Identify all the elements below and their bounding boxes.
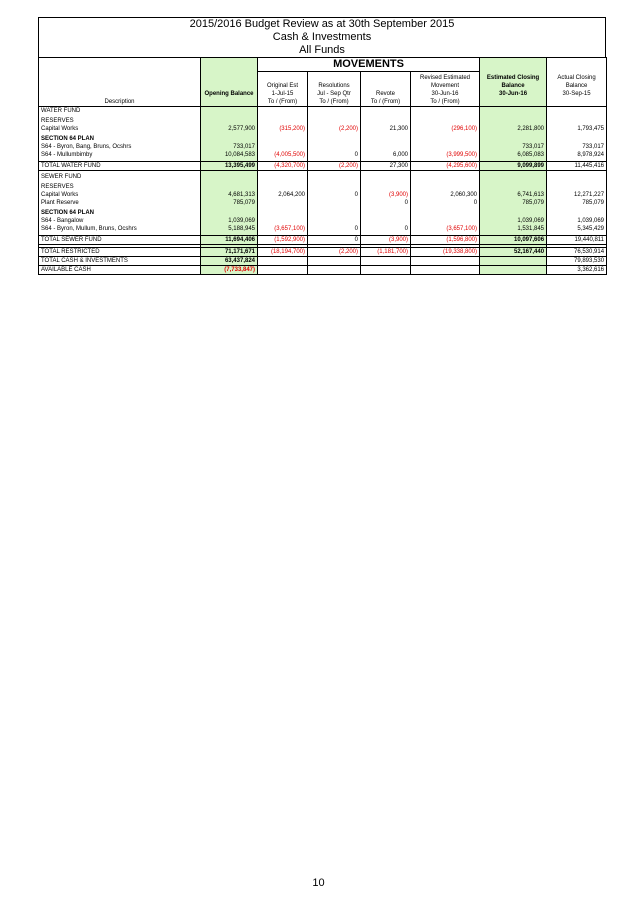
col-revised: Revised Estimated Movement 30-Jun-16 To / (From) [411, 72, 480, 107]
sewer-total-row: TOTAL SEWER FUND 11,694,406 (1,592,900) 0 (3,900) (1,596,800) 10,097,606 19,440,811 [39, 235, 607, 244]
table-row: S64 - Bangalow 1,039,069 1,039,069 1,039,069 [39, 217, 607, 225]
title-block [38, 17, 606, 57]
table-row: S64 - Byron, Mullum, Bruns, Ocshrs 5,188,945 (3,657,100) 0 0 (3,657,100) 1,531,845 5,345,429 [39, 225, 607, 233]
table-row: S64 - Mullumbimby 10,084,583 (4,005,500) 0 6,000 (3,999,500) 6,085,083 8,978,924 [39, 151, 607, 159]
sewer-s64-heading: SECTION 64 PLAN [39, 209, 201, 217]
table-row: Capital Works 2,577,900 (315,200) (2,200) 21,300 (296,100) 2,281,800 1,793,475 [39, 125, 607, 133]
water-s64-heading: SECTION 64 PLAN [39, 135, 201, 143]
table-row: S64 - Byron, Bang, Bruns, Ocshrs 733,017 733,017 733,017 [39, 143, 607, 151]
table-row: Capital Works 4,681,313 2,064,200 0 (3,900) 2,060,300 6,741,613 12,271,227 [39, 191, 607, 199]
water-total-row: TOTAL WATER FUND 13,395,499 (4,320,700) (2,200) 27,300 (4,295,600) 9,099,899 11,445,416 [39, 161, 607, 170]
report-subtitle: Cash & Investments [272, 31, 372, 43]
total-cash-row: TOTAL CASH & INVESTMENTS 63,437,824 79,893,530 [39, 256, 607, 265]
col-opening: Opening Balance [201, 72, 258, 107]
movements-header: MOVEMENTS [258, 58, 480, 72]
col-resolutions: Resolutions Jul - Sep Qtr To / (From) [308, 72, 361, 107]
sewer-reserves-heading: RESERVES [39, 183, 201, 191]
total-restricted-row: TOTAL RESTRICTED 71,171,671 (18,194,700) (2,200) (1,181,700) (19,338,800) 52,167,440 76,530,914 [39, 247, 607, 256]
water-fund-heading: WATER FUND [39, 106, 201, 115]
water-reserves-heading: RESERVES [39, 117, 201, 125]
available-cash-row: AVAILABLE CASH (7,733,847) 3,362,616 [39, 265, 607, 274]
sewer-fund-heading: SEWER FUND [39, 173, 201, 181]
col-description: Description [39, 72, 201, 107]
table-row: Plant Reserve 785,079 0 0 785,079 785,079 [39, 199, 607, 207]
col-estimated: Estimated Closing Balance 30-Jun-16 [480, 72, 547, 107]
col-original: Original Est 1-Jul-15 To / (From) [258, 72, 308, 107]
page-number: 10 [312, 877, 325, 889]
report-title: 2015/2016 Budget Review as at 30th September 2015 [189, 18, 455, 30]
col-actual: Actual Closing Balance 30-Sep-15 [547, 72, 607, 107]
col-revote: Revote To / (From) [361, 72, 411, 107]
report-scope: All Funds [299, 44, 345, 56]
cash-investments-table [38, 57, 607, 275]
budget-sheet [38, 17, 606, 275]
